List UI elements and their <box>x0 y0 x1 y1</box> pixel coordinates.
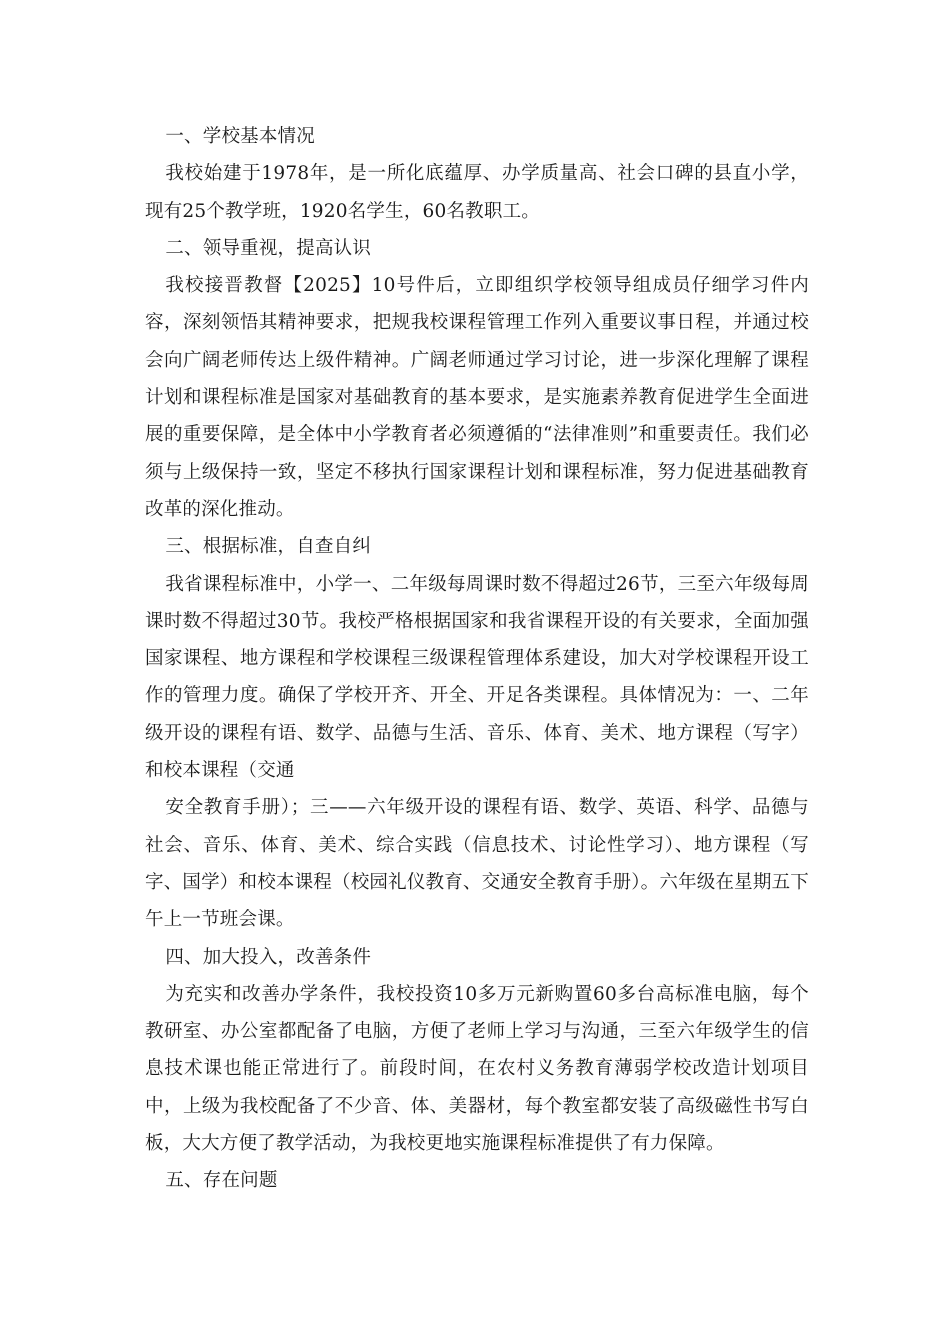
section-heading-4: 四、加大投入，改善条件 <box>165 946 372 968</box>
paragraph-leadership: 我校接晋教督【2025】10号件后，立即组织学校领导组成员仔细学习件内容，深刻领悟其精神要求，把规我校课程管理工作列入重要议事日程，并通过校会向广阔老师传达上级件精神。广阔老师通过学习讨论，进一步深化理解了课程计划和课程标准是国家对基础教育的基本要求，是实施素养教育促进学生全面进展的重要保障，是全体中小学教育者必须遵循的“法律准则”和重要责任。我们必须与上级保持一致，坚定不移执行国家课程计划和课程标准，努力促进基础教育改革的深化推动。 <box>145 275 809 520</box>
section-heading-2: 二、领导重视，提高认识 <box>165 237 372 259</box>
paragraph-standards: 我省课程标准中，小学一、二年级每周课时数不得超过26节，三至六年级每周课时数不得超过30节。我校严格根据国家和我省课程开设的有关要求，全面加强国家课程、地方课程和学校课程三级课程管理体系建设，加大对学校课程开设工作的管理力度。确保了学校开齐、开全、开足各类课程。具体情况为：一、二年级开设的课程有语、数学、品德与生活、音乐、体育、美术、地方课程（写字）和校本课程（交通 <box>145 573 809 782</box>
document-body <box>145 118 809 1200</box>
section-heading-1: 一、学校基本情况 <box>165 126 315 147</box>
paragraph-investment: 为充实和改善办学条件，我校投资10多万元新购置60多台高标准电脑，每个教研室、办公室都配备了电脑，方便了老师上学习与沟通，三至六年级学生的信息技术课也能正常进行了。前段时间，在农村义务教育薄弱学校改造计划项目中，上级为我校配备了不少音、体、美器材，每个教室都安装了高级磁性书写白板，大大方便了教学活动，为我校更地实施课程标准提供了有力保障。 <box>145 983 809 1155</box>
paragraph-courses: 安全教育手册）；三——六年级开设的课程有语、数学、英语、科学、品德与社会、音乐、体育、美术、综合实践（信息技术、讨论性学习）、地方课程（写字、国学）和校本课程（校园礼仪教育、交通安全教育手册）。六年级在星期五下午上一节班会课。 <box>145 797 809 931</box>
paragraph-school-info: 我校始建于1978年，是一所化底蕴厚、办学质量高、社会口碑的县直小学，现有25个教学班，1920名学生，60名教职工。 <box>145 163 809 222</box>
section-heading-3: 三、根据标准，自查自纠 <box>165 536 372 558</box>
section-heading-5: 五、存在问题 <box>165 1170 278 1192</box>
